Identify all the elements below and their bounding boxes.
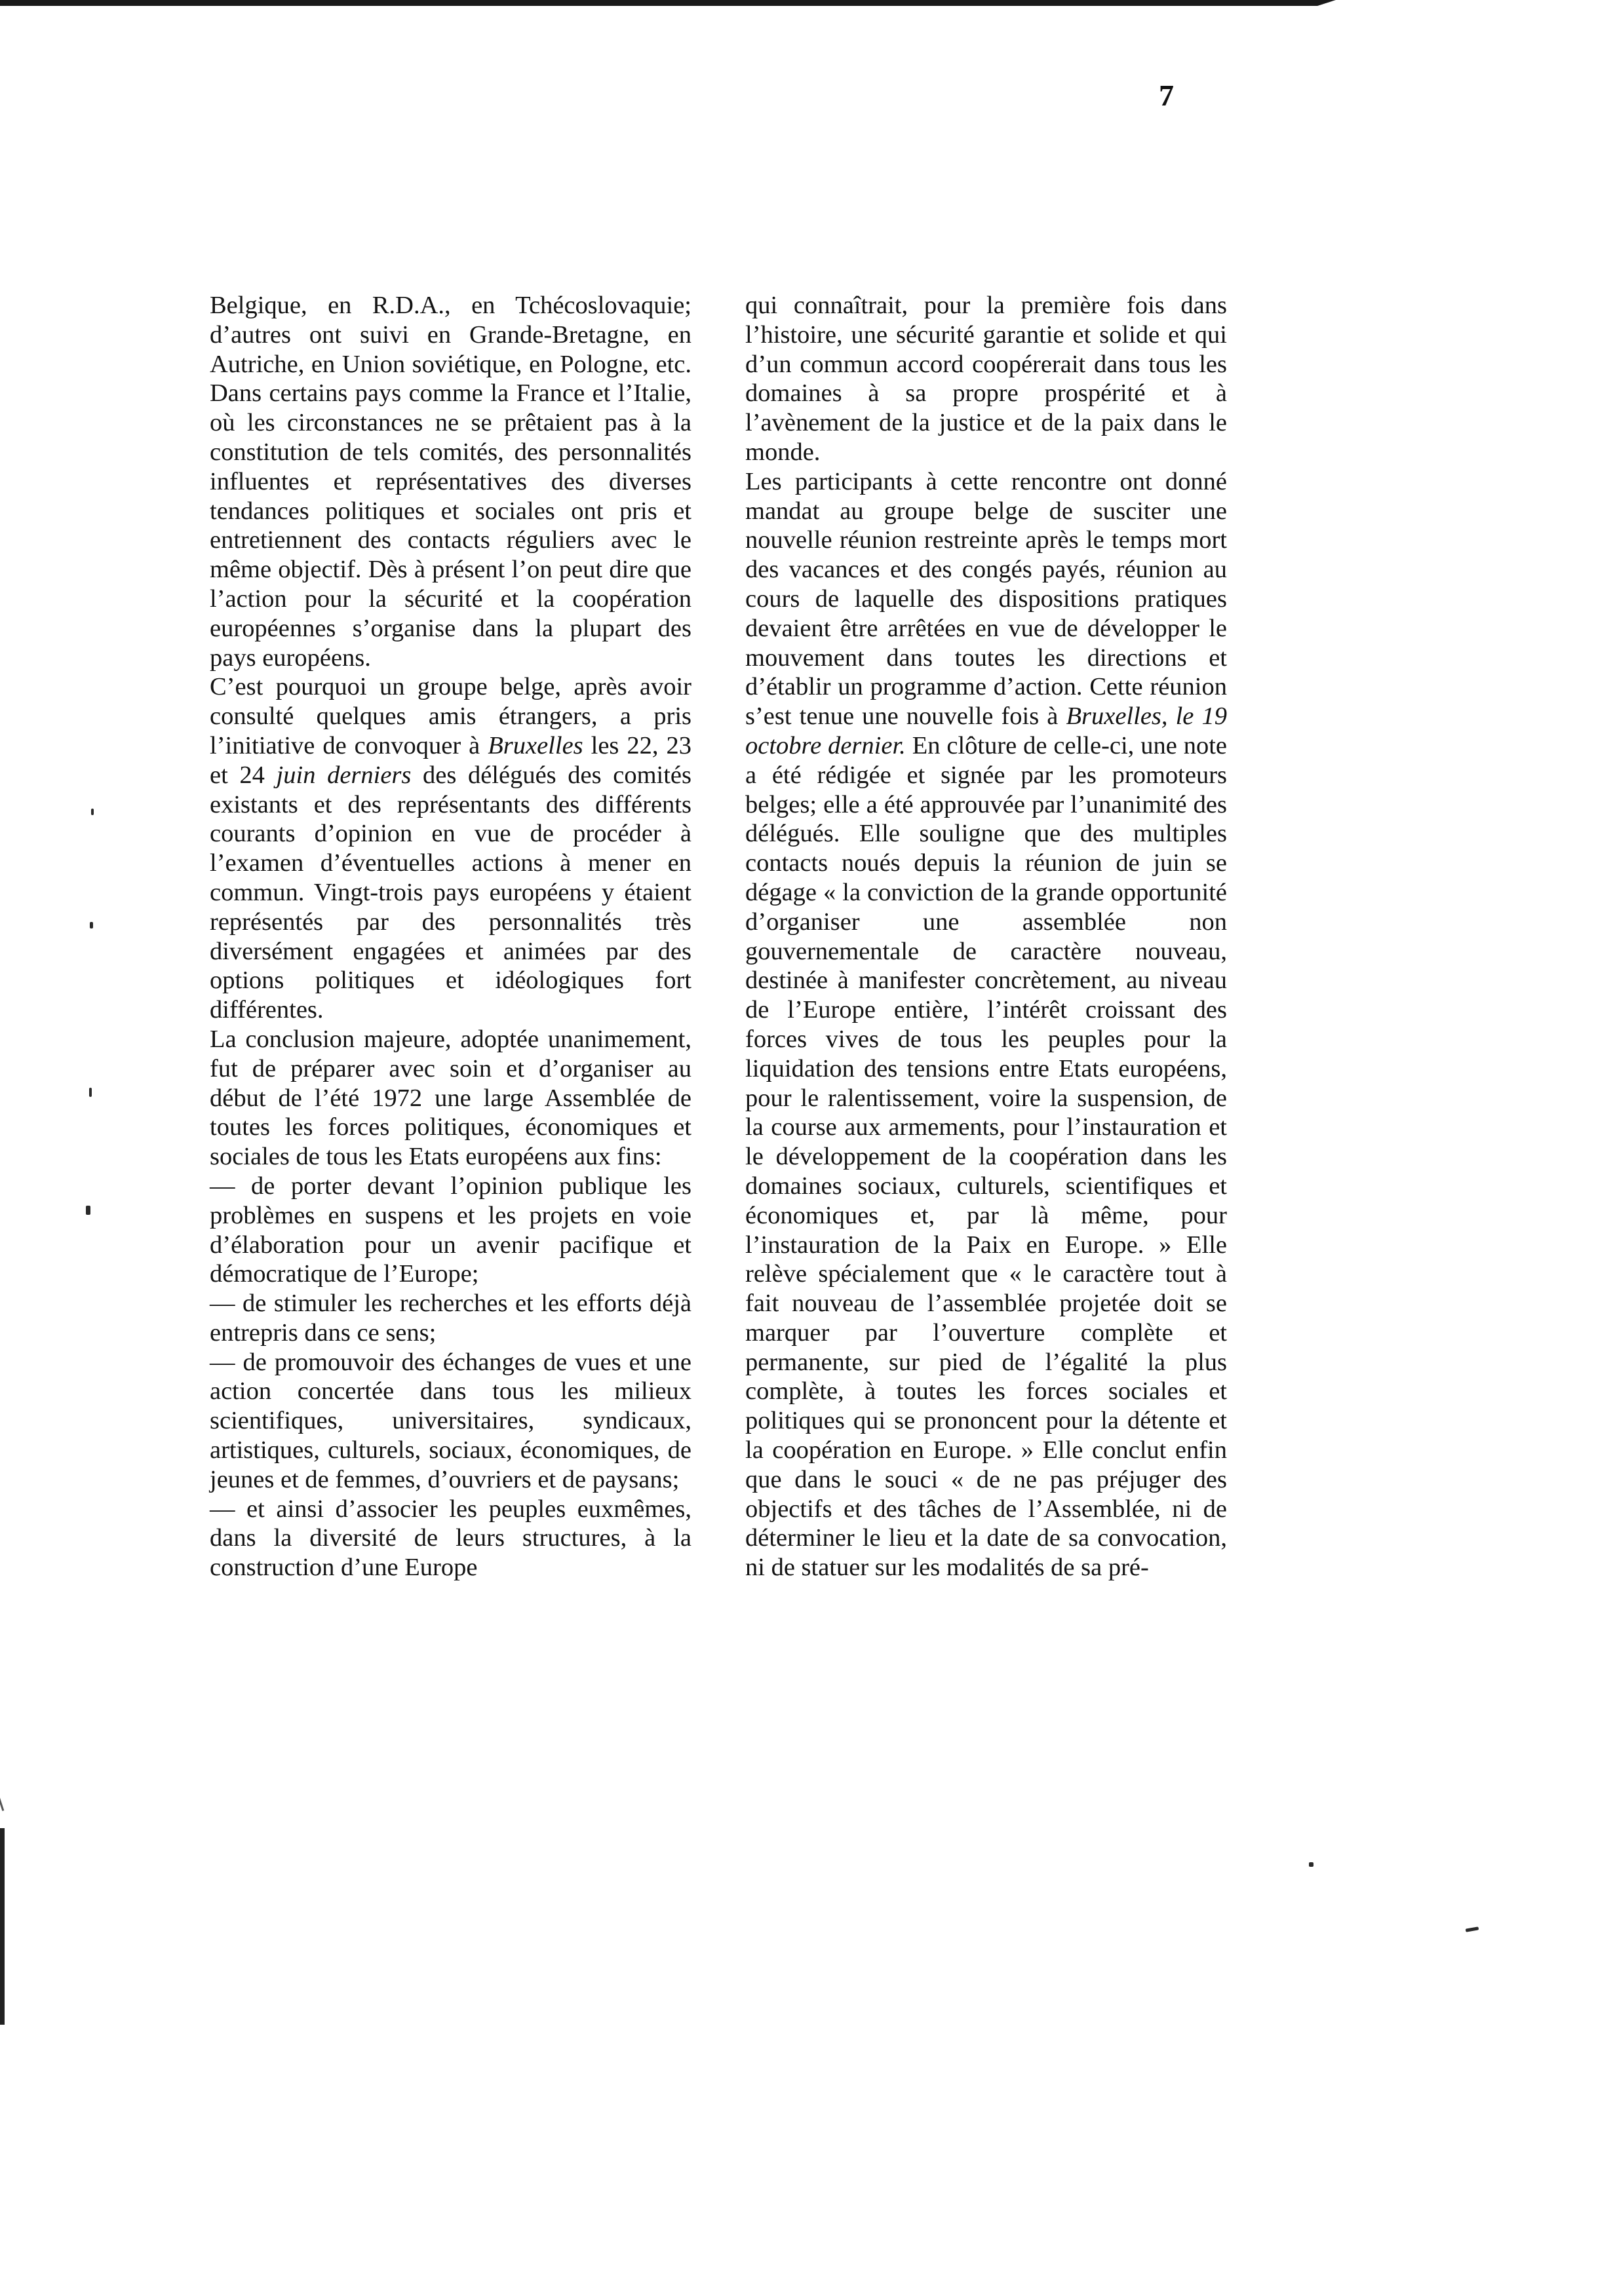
date-emphasis: juin derniers (276, 761, 412, 789)
scan-speck (89, 1088, 92, 1097)
margin-bar (0, 1828, 5, 2025)
list-item: — de promouvoir des échanges de vues et une action concertée dans tous les milieux scientifiques, universitaires, syndicaux, artistiques, culturels, sociaux, économiques, de jeunes et de femmes, d’ouvriers et de paysans; (210, 1348, 691, 1493)
paragraph: La conclusion majeure, adoptée unanimement, fut de préparer avec soin et d’organiser au début de l’été 1972 une large Assemblée de toutes les forces politiques, économiques et sociales de tous les Etats européens aux fins: (210, 1025, 691, 1171)
margin-mark (0, 1797, 4, 1811)
paragraph (210, 672, 691, 1025)
scan-speck (1309, 1862, 1313, 1867)
paragraph-text: les 22, 23 et 24 (210, 731, 691, 789)
top-rule-tip (1317, 0, 1336, 6)
place-date-emphasis: Bruxelles, le 19 octobre dernier. (745, 702, 1227, 759)
paragraph-text: Les participants à cette rencontre ont donné mandat au groupe belge de susciter une nouvelle réunion restreinte après le temps mort des vacances et des congés payés, réunion au cours de laquelle des dispositions pratiques devaient être arrêtées en vue de développer le mouvement dans toutes les directions et d’établir un programme d’action. Cette réunion s’est tenue une nouvelle fois à (745, 467, 1227, 731)
right-column (745, 291, 1227, 1582)
scan-speck (90, 922, 93, 928)
paragraph: Belgique, en R.D.A., en Tchécoslovaquie; d’autres ont suivi en Grande-Bretagne, en Autriche, en Union soviétique, en Pologne, etc. Dans certains pays comme la France et l’Italie, où les circonstances ne se prêtaient pas à la constitution de tels comités, des personnalités influentes et représentatives des diverses tendances politiques et sociales ont pris et entretiennent des contacts réguliers avec le même objectif. Dès à présent l’on peut dire que l’action pour la sécurité et la coopération européennes s’organise dans la plupart des pays européens. (210, 292, 691, 672)
paragraph-text: C’est pourquoi un groupe belge, après avoir consulté quelques amis étrangers, a pris l’initiative de convoquer à (210, 673, 691, 759)
scan-speck (86, 1206, 90, 1215)
paragraph (745, 467, 1227, 1582)
list-item: — de stimuler les recherches et les efforts déjà entrepris dans ce sens; (210, 1290, 691, 1347)
place-emphasis: Bruxelles (488, 731, 583, 759)
left-column (210, 291, 691, 1582)
paragraph-text: En clôture de celle-ci, une note a été rédigée et signée par les promoteurs belges; elle a été approuvée par l’unanimité des délégués. Elle souligne que des multiples contacts noués depuis la réunion de juin se dégage « la conviction de la grande opportunité d’organiser une assemblée non gouvernementale de caractère nouveau, destinée à manifester concrètement, au niveau de l’Europe entière, l’intérêt croissant des forces vives de tous les peuples pour la liquidation des tensions entre Etats européens, pour le ralentissement, voire la suspension, de la course aux armements, pour l’instauration et le développement de la coopération dans les domaines sociaux, culturels, scientifiques et économiques et, par là même, pour l’instauration de la Paix en Europe. » Elle relève spécialement que « le caractère tout à fait nouveau de l’assemblée projetée doit se marquer par l’ouverture complète et permanente, sur pied de l’égalité la plus complète, à toutes les forces sociales et politiques qui se prononcent pour la détente et la coopération en Europe. » Elle conclut enfin que dans le souci « de ne pas préjuger des objectifs et des tâches de l’Assemblée, ni de déterminer le lieu et la date de sa convocation, ni de statuer sur les modalités de sa pré- (745, 731, 1227, 1582)
top-rule (0, 0, 1317, 6)
list-item: — de porter devant l’opinion publique les problèmes en suspens et les projets en voie d’élaboration pour un avenir pacifique et démocratique de l’Europe; (210, 1172, 691, 1288)
paragraph-text: des délégués des comités existants et des représentants des différents courants d’opinion en vue de procéder à l’examen d’éventuelles actions à mener en commun. Vingt-trois pays européens y étaient représentés par des personnalités très diversément engagées et animées par des options politiques et idéologiques fort différentes. (210, 761, 691, 1024)
scan-speck (1466, 1926, 1479, 1932)
scan-speck (91, 809, 94, 815)
list-item: — et ainsi d’associer les peuples euxmêmes, dans la diversité de leurs structures, à la construction d’une Europe (210, 1495, 691, 1582)
paragraph: qui connaîtrait, pour la première fois dans l’histoire, une sécurité garantie et solide et qui d’un commun accord coopérerait dans tous les domaines à sa propre prospérité et à l’avènement de la justice et de la paix dans le monde. (745, 292, 1227, 466)
page-number: 7 (1159, 79, 1174, 112)
